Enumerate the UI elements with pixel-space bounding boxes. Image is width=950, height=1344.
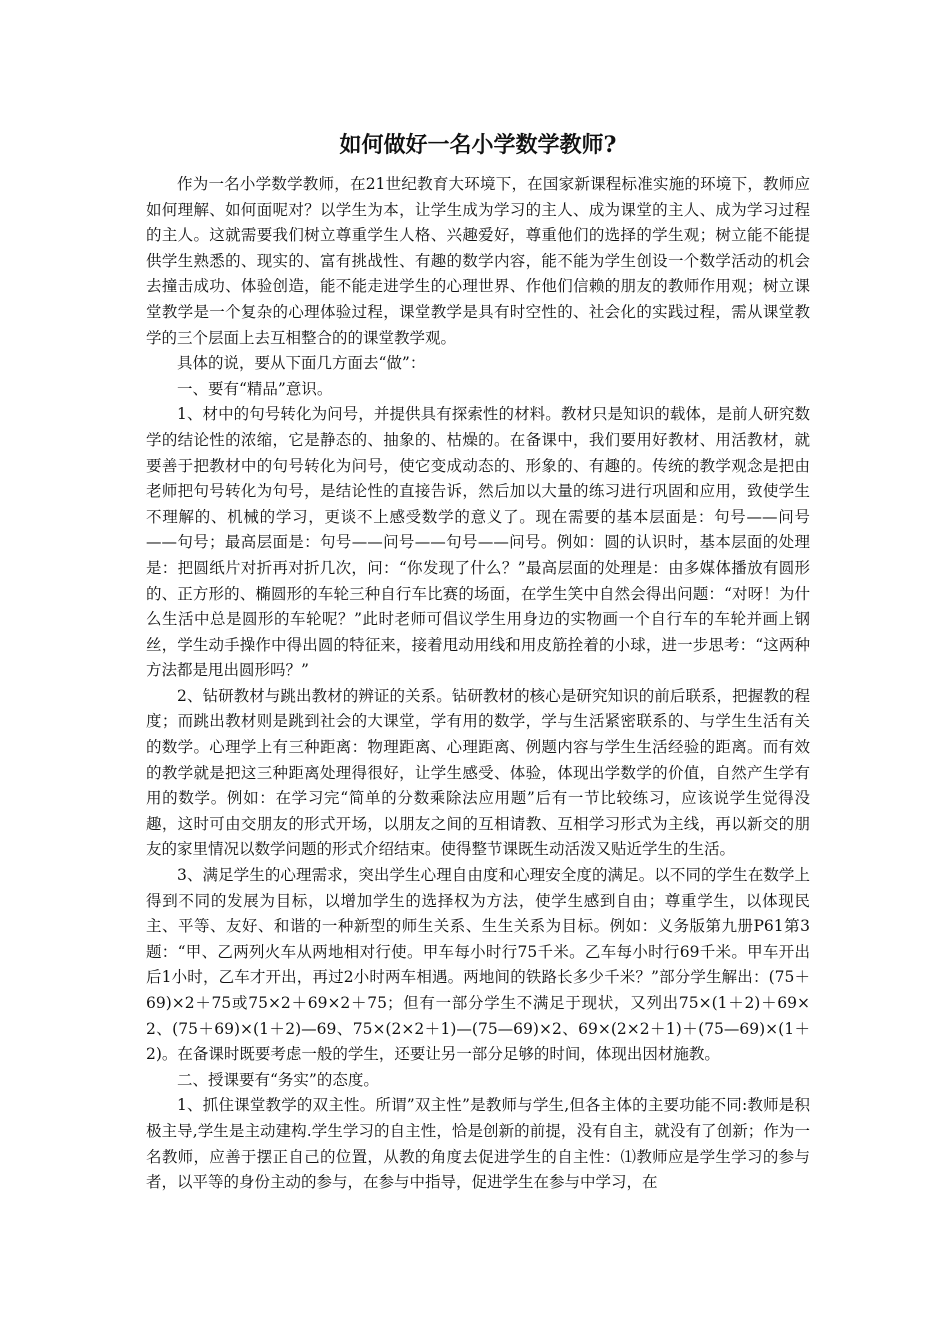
paragraph-item-1-3: 3、满足学生的心理需求，突出学生心理自由度和心理安全度的满足。以不同的学生在数学上得到不同的发展为目标，以增加学生的选择权为方法，使学生感到自由；尊重学生，以体现民主、平等、友好、和谐的一种新型的师生关系、生生关系为目标。例如：义务版第九册P61第3题：“甲、乙两列火车从两地相对行使。甲车每小时行75千米。乙车每小时行69千米。甲车开出后1小时，乙车才开出，再过2小时两车相遇。两地间的铁路长多少千米？”部分学生解出：(75＋69)×2＋75或75×2＋69×2＋75；但有一部分学生不满足于现状，又列出75×(1＋2)＋69×2、(75＋69)×(1＋2)—69、75×(2×2＋1)—(75—69)×2、69×(2×2＋1)＋(75—69)×(1＋2)。在备课时既要考虑一般的学生，还要让另一部分足够的时间，体现出因材施教。 bbox=[146, 866, 810, 1064]
document-title: 如何做好一名小学数学教师? bbox=[339, 132, 617, 158]
paragraph-intro: 作为一名小学数学教师，在21世纪教育大环境下，在国家新课程标准实施的环境下，教师应如何理解、如何面呢对？以学生为本，让学生成为学习的主人、成为课堂的主人、成为学习过程的主人。这就需要我们树立尊重学生人格、兴趣爱好，尊重他们的选择的学生观；树立能不能提供学生熟悉的、现实的、富有挑战性、有趣的数学内容，能不能为学生创设一个数学活动的机会去撞击成功、体验创造，能不能走进学生的心理世界、作他们信赖的朋友的教师作用观；树立课堂教学是一个复杂的心理体验过程，课堂教学是具有时空性的、社会化的实践过程，需从课堂教学的三个层面上去互相整合的的课堂教学观。 bbox=[146, 175, 810, 347]
paragraph-overview: 具体的说，要从下面几方面去“做”： bbox=[177, 354, 426, 373]
paragraph-item-1-1: 1、材中的句号转化为问号，并提供具有探索性的材料。教材只是知识的载体，是前人研究数学的结论性的浓缩，它是静态的、抽象的、枯燥的。在备课中，我们要用好教材、用活教材，就要善于把教材中的句号转化为问号，使它变成动态的、形象的、有趣的。传统的教学观念是把由老师把句号转化为句号，是结论性的直接告诉，然后加以大量的练习进行巩固和应用，致使学生不理解的、机械的学习，更谈不上感受数学的意义了。现在需要的基本层面是：句号——问号——句号；最高层面是：句号——问号——句号——问号。例如：圆的认识时，基本层面的处理是：把圆纸片对折再对折几次，问：“你发现了什么？”最高层面的处理是：由多媒体播放有圆形的、正方形的、椭圆形的车轮三种自行车比赛的场面，在学生笑中自然会得出问题：“对呀！为什么生活中总是圆形的车轮呢？”此时老师可倡议学生用身边的实物画一个自行车的车轮并画上钢丝，学生动手操作中得出圆的特征来，接着甩动用线和用皮筋拴着的小球，进一步思考：“这两种方法都是甩出圆形吗？” bbox=[146, 405, 810, 680]
document-page bbox=[146, 128, 810, 1196]
paragraph-item-2-1: 1、抓住课堂教学的双主性。所谓”双主性”是教师与学生,但各主体的主要功能不同:教师是积极主导,学生是主动建构.学生学习的自主性，恰是创新的前提，没有自主，就没有了创新；作为一名教师，应善于摆正自己的位置，从教的角度去促进学生的自主性：⑴教师应是学生学习的参与者，以平等的身份主动的参与，在参与中指导，促进学生在参与中学习，在 bbox=[146, 1096, 810, 1192]
paragraph-item-1-2: 2、钻研教材与跳出教材的辨证的关系。钻研教材的核心是研究知识的前后联系，把握教的程度；而跳出教材则是跳到社会的大课堂，学有用的数学，学与生活紧密联系的、与学生生活有关的数学。心理学上有三种距离：物理距离、心理距离、例题内容与学生生活经验的距离。而有效的教学就是把这三种距离处理得很好，让学生感受、体验，体现出学数学的价值，自然产生学有用的数学。例如：在学习完“简单的分数乘除法应用题”后有一节比较练习，应该说学生觉得没趣，这时可由交朋友的形式开场，以朋友之间的互相请教、互相学习形式为主线，再以新交的朋友的家里情况以数学问题的形式介绍结束。使得整节课既生动活泼又贴近学生的生活。 bbox=[146, 686, 810, 859]
section-heading-2: 二、授课要有“务实”的态度。 bbox=[177, 1070, 379, 1089]
section-heading-1: 一、要有“精品”意识。 bbox=[177, 379, 333, 398]
